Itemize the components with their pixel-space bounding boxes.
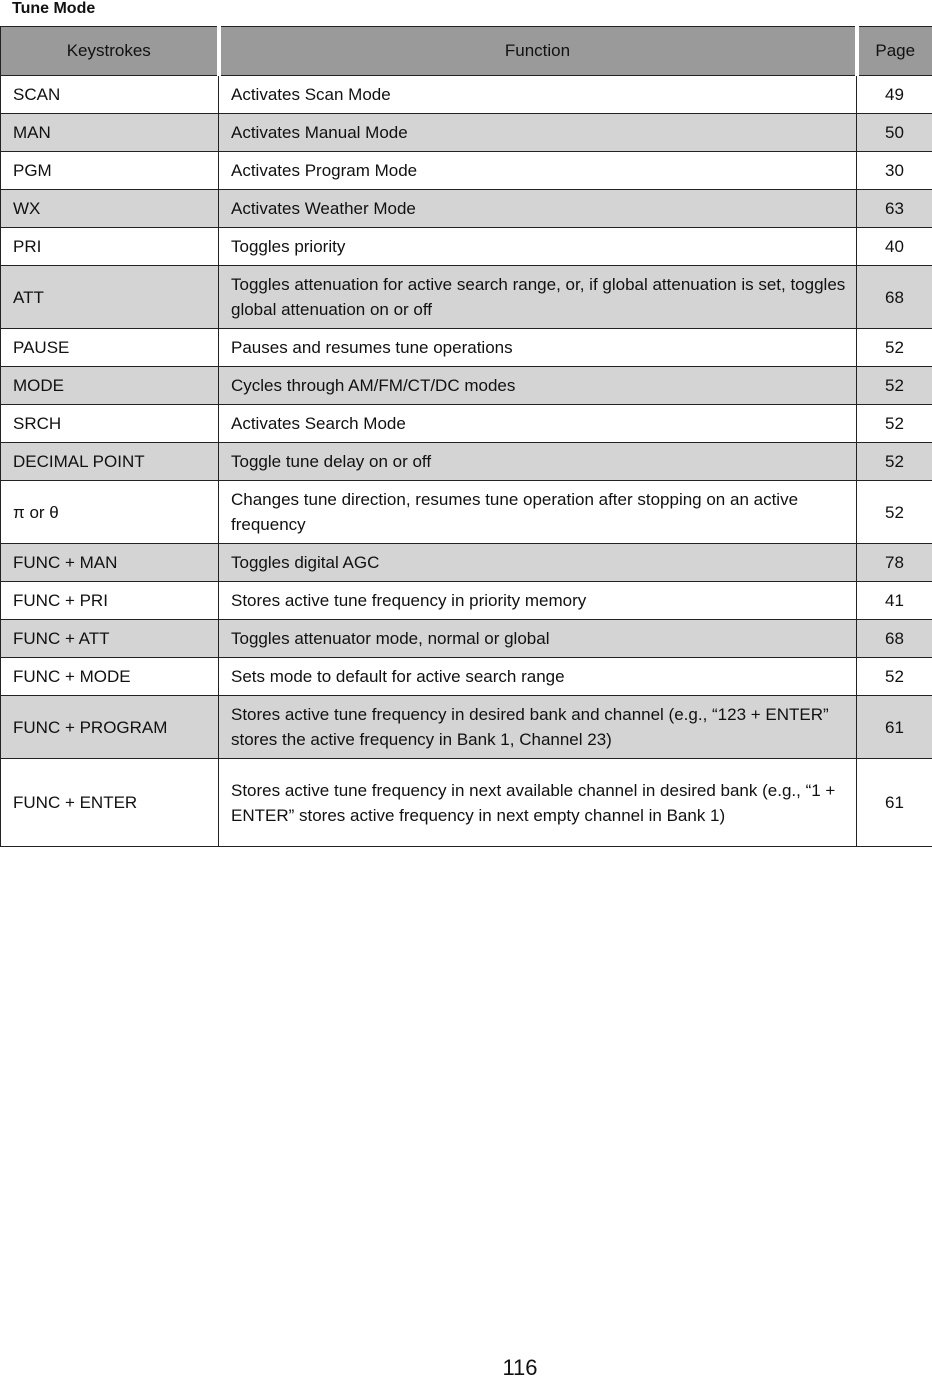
page-number: 116	[502, 1355, 538, 1380]
function-cell: Toggles priority	[219, 228, 857, 266]
page-cell: 49	[857, 76, 932, 114]
page-cell: 61	[857, 759, 932, 847]
page-cell: 40	[857, 228, 932, 266]
table-row	[1, 582, 932, 620]
function-cell: Activates Scan Mode	[219, 76, 857, 114]
table-row	[1, 481, 932, 544]
table-header-row	[1, 27, 932, 76]
page-cell: 41	[857, 582, 932, 620]
keystroke-cell: FUNC + PRI	[1, 582, 219, 620]
function-cell: Sets mode to default for active search range	[219, 658, 857, 696]
header-function: Function	[219, 27, 857, 76]
keystroke-cell: FUNC + ATT	[1, 620, 219, 658]
keystroke-cell: ATT	[1, 266, 219, 329]
function-cell: Activates Program Mode	[219, 152, 857, 190]
table-row	[1, 544, 932, 582]
keystroke-cell: DECIMAL POINT	[1, 443, 219, 481]
keystroke-cell: MODE	[1, 367, 219, 405]
table-row	[1, 658, 932, 696]
page-cell: 52	[857, 658, 932, 696]
keystroke-cell: MAN	[1, 114, 219, 152]
function-cell: Activates Search Mode	[219, 405, 857, 443]
function-cell: Activates Weather Mode	[219, 190, 857, 228]
page-cell: 52	[857, 405, 932, 443]
page-cell: 30	[857, 152, 932, 190]
function-cell: Stores active tune frequency in next available channel in desired bank (e.g., “1 + ENTER” stores active frequency in next empty channel in Bank 1)	[219, 759, 857, 847]
function-cell: Activates Manual Mode	[219, 114, 857, 152]
function-cell: Changes tune direction, resumes tune operation after stopping on an active frequency	[219, 481, 857, 544]
table-row	[1, 266, 932, 329]
function-cell: Toggles digital AGC	[219, 544, 857, 582]
table-row	[1, 405, 932, 443]
keystroke-cell: π or θ	[1, 481, 219, 544]
header-keystrokes: Keystrokes	[1, 27, 219, 76]
table-row	[1, 367, 932, 405]
function-cell: Toggles attenuation for active search range, or, if global attenuation is set, toggles global attenuation on or off	[219, 266, 857, 329]
page-cell: 78	[857, 544, 932, 582]
keystroke-cell: SCAN	[1, 76, 219, 114]
table-row	[1, 114, 932, 152]
table-row	[1, 228, 932, 266]
page-cell: 52	[857, 329, 932, 367]
tune-mode-table	[0, 26, 932, 847]
table-row	[1, 329, 932, 367]
header-page: Page	[857, 27, 932, 76]
table-row	[1, 443, 932, 481]
keystroke-cell: FUNC + PROGRAM	[1, 696, 219, 759]
keystroke-cell: PGM	[1, 152, 219, 190]
table-row	[1, 190, 932, 228]
keystroke-cell: FUNC + MAN	[1, 544, 219, 582]
page-cell: 63	[857, 190, 932, 228]
keystroke-cell: WX	[1, 190, 219, 228]
keystroke-cell: FUNC + MODE	[1, 658, 219, 696]
section-title: Tune Mode	[12, 0, 96, 17]
keystroke-cell: SRCH	[1, 405, 219, 443]
function-cell: Cycles through AM/FM/CT/DC modes	[219, 367, 857, 405]
page-cell: 50	[857, 114, 932, 152]
table-row	[1, 152, 932, 190]
table-row	[1, 76, 932, 114]
page-cell: 52	[857, 443, 932, 481]
function-cell: Stores active tune frequency in priority memory	[219, 582, 857, 620]
table-row	[1, 696, 932, 759]
page-cell: 68	[857, 620, 932, 658]
function-cell: Toggle tune delay on or off	[219, 443, 857, 481]
table-row	[1, 620, 932, 658]
keystroke-cell: PAUSE	[1, 329, 219, 367]
page-cell: 61	[857, 696, 932, 759]
function-cell: Toggles attenuator mode, normal or global	[219, 620, 857, 658]
page-cell: 52	[857, 367, 932, 405]
keystroke-cell: PRI	[1, 228, 219, 266]
keystroke-cell: FUNC + ENTER	[1, 759, 219, 847]
table-row	[1, 759, 932, 847]
page-cell: 68	[857, 266, 932, 329]
function-cell: Pauses and resumes tune operations	[219, 329, 857, 367]
function-cell: Stores active tune frequency in desired bank and channel (e.g., “123 + ENTER” stores the active frequency in Bank 1, Channel 23)	[219, 696, 857, 759]
page-cell: 52	[857, 481, 932, 544]
